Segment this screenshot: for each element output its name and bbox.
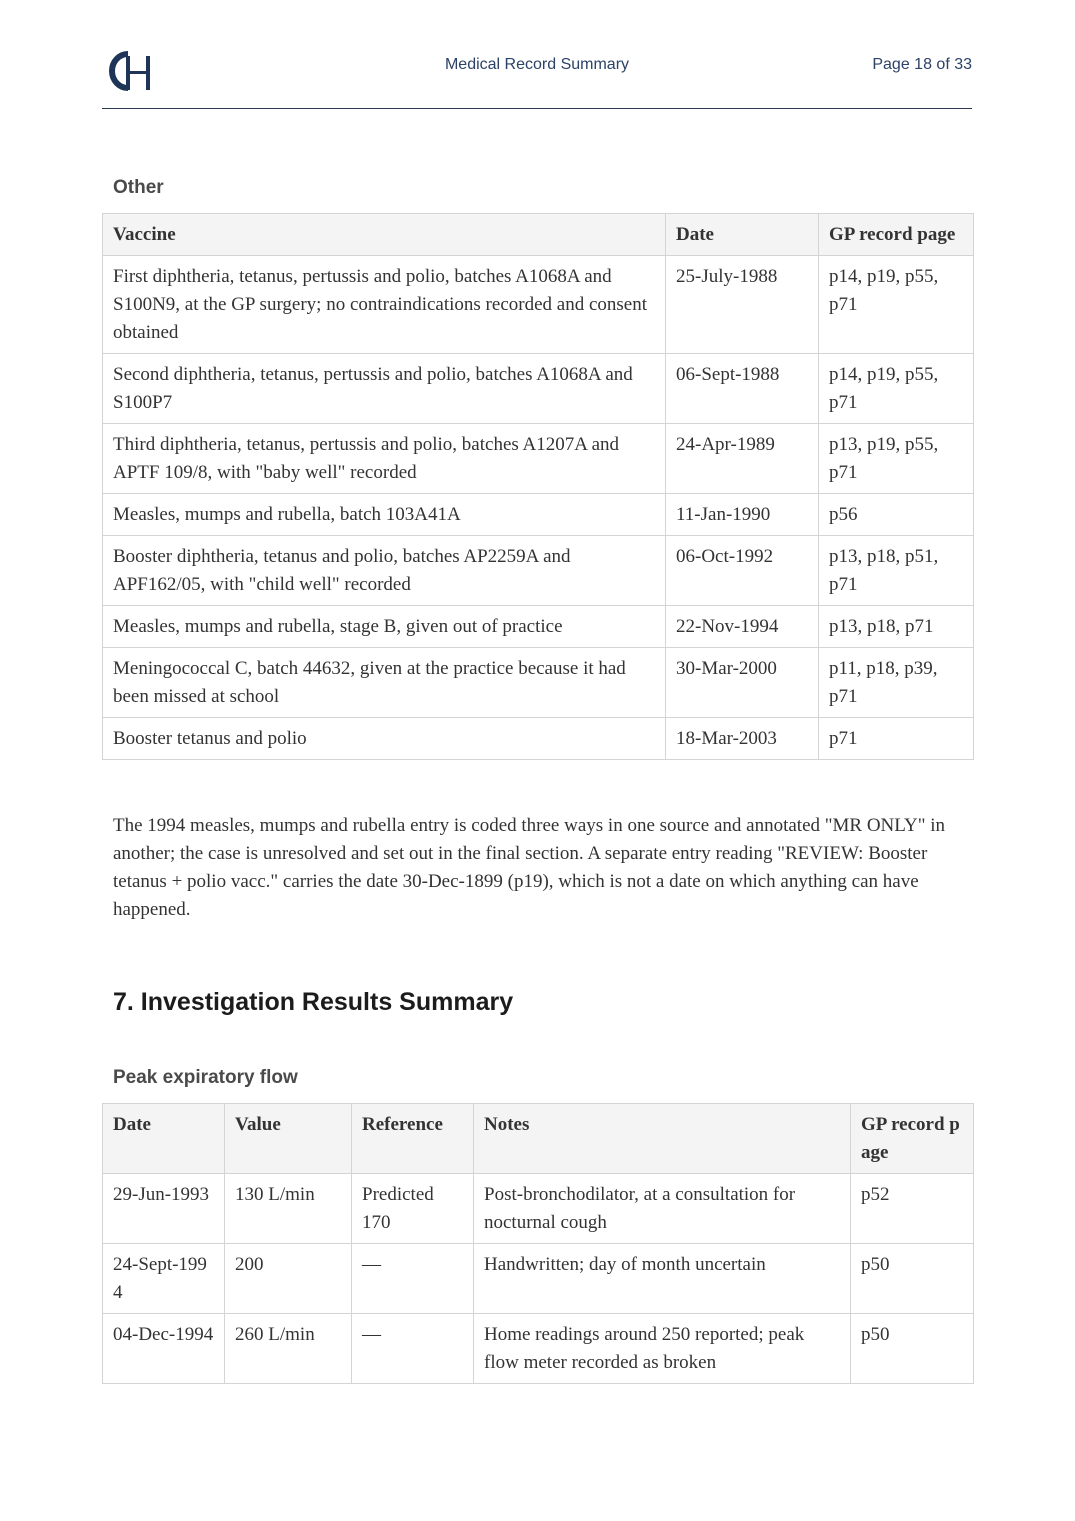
page-cell: p71 xyxy=(819,718,974,760)
page-cell: p14, p19, p55, p71 xyxy=(819,256,974,354)
date-cell: 24-Apr-1989 xyxy=(666,424,819,494)
column-header-gp-record-page: GP record page xyxy=(851,1104,974,1174)
page-cell: p50 xyxy=(851,1244,974,1314)
value-cell: 260 L/min xyxy=(225,1314,352,1384)
date-cell: 18-Mar-2003 xyxy=(666,718,819,760)
page-cell: p13, p19, p55, p71 xyxy=(819,424,974,494)
page-cell: p56 xyxy=(819,494,974,536)
vaccine-cell: Measles, mumps and rubella, stage B, given out of practice xyxy=(103,606,666,648)
date-cell: 22-Nov-1994 xyxy=(666,606,819,648)
date-cell: 06-Oct-1992 xyxy=(666,536,819,606)
notes-cell: Post-bronchodilator, at a consultation for nocturnal cough xyxy=(474,1174,851,1244)
page-cell: p11, p18, p39, p71 xyxy=(819,648,974,718)
table-row xyxy=(103,648,974,718)
table-row xyxy=(103,424,974,494)
page-cell: p52 xyxy=(851,1174,974,1244)
table-header-row xyxy=(103,1104,974,1174)
reference-cell: — xyxy=(352,1244,474,1314)
page-cell: p13, p18, p51, p71 xyxy=(819,536,974,606)
vaccine-cell: Second diphtheria, tetanus, pertussis and polio, batches A1068A and S100P7 xyxy=(103,354,666,424)
table-row xyxy=(103,256,974,354)
value-cell: 200 xyxy=(225,1244,352,1314)
table-row xyxy=(103,494,974,536)
date-cell: 29-Jun-1993 xyxy=(103,1174,225,1244)
column-header-date: Date xyxy=(666,214,819,256)
notes-cell: Handwritten; day of month uncertain xyxy=(474,1244,851,1314)
column-header-value: Value xyxy=(225,1104,352,1174)
document-title: Medical Record Summary xyxy=(444,56,630,73)
table-header-row xyxy=(103,214,974,256)
table-row xyxy=(103,606,974,648)
table-row xyxy=(103,1174,974,1244)
column-header-date: Date xyxy=(103,1104,225,1174)
column-header-gp-record-page: GP record page xyxy=(819,214,974,256)
vaccine-cell: Meningococcal C, batch 44632, given at the practice because it had been missed at school xyxy=(103,648,666,718)
page-cell: p50 xyxy=(851,1314,974,1384)
other-heading: Other xyxy=(113,177,164,198)
peak-flow-heading: Peak expiratory flow xyxy=(113,1067,298,1088)
value-cell: 130 L/min xyxy=(225,1174,352,1244)
notes-cell: Home readings around 250 reported; peak flow meter recorded as broken xyxy=(474,1314,851,1384)
page-number: Page 18 of 33 xyxy=(872,56,972,73)
page-header xyxy=(102,40,972,109)
reference-cell: — xyxy=(352,1314,474,1384)
date-cell: 04-Dec-1994 xyxy=(103,1314,225,1384)
column-header-vaccine: Vaccine xyxy=(103,214,666,256)
vaccine-cell: Booster tetanus and polio xyxy=(103,718,666,760)
reference-cell: Predicted 170 xyxy=(352,1174,474,1244)
date-cell: 24-Sept-1994 xyxy=(103,1244,225,1314)
vaccine-cell: Measles, mumps and rubella, batch 103A41A xyxy=(103,494,666,536)
page-cell: p14, p19, p55, p71 xyxy=(819,354,974,424)
vaccine-cell: First diphtheria, tetanus, pertussis and polio, batches A1068A and S100N9, at the GP surgery; no contraindications recorded and consent obtained xyxy=(103,256,666,354)
table-row xyxy=(103,1314,974,1384)
date-cell: 30-Mar-2000 xyxy=(666,648,819,718)
date-cell: 06-Sept-1988 xyxy=(666,354,819,424)
table-row xyxy=(103,718,974,760)
column-header-notes: Notes xyxy=(474,1104,851,1174)
peak-flow-table xyxy=(102,1103,974,1384)
table-row xyxy=(103,1244,974,1314)
vaccination-note: The 1994 measles, mumps and rubella entry is coded three ways in one source and annotated "MR ONLY" in another; the case is unresolved and set out in the final section. A separate entry reading "REVIEW: Booster tetanus + polio vacc." carries the date 30-Dec-1899 (p19), which is not a date on which anything can have happened. xyxy=(113,815,945,920)
table-row xyxy=(103,536,974,606)
table-row xyxy=(103,354,974,424)
vaccine-cell: Third diphtheria, tetanus, pertussis and polio, batches A1207A and APTF 109/8, with "baby well" recorded xyxy=(103,424,666,494)
section-title-investigations: 7. Investigation Results Summary xyxy=(113,988,514,1016)
column-header-reference: Reference xyxy=(352,1104,474,1174)
page-cell: p13, p18, p71 xyxy=(819,606,974,648)
date-cell: 25-July-1988 xyxy=(666,256,819,354)
vaccine-cell: Booster diphtheria, tetanus and polio, batches AP2259A and APF162/05, with "child well" recorded xyxy=(103,536,666,606)
other-vaccines-table xyxy=(102,213,974,760)
date-cell: 11-Jan-1990 xyxy=(666,494,819,536)
